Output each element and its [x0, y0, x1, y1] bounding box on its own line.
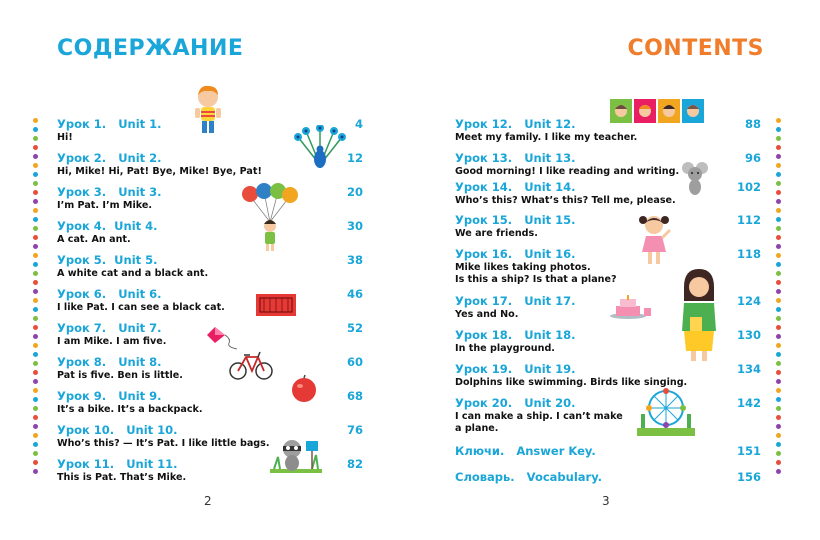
girl-waving-illustration: [634, 212, 674, 268]
toc-entry[interactable]: [455, 444, 761, 462]
decorative-dot: [776, 136, 781, 141]
toc-entry[interactable]: [57, 287, 363, 317]
girl-with-balloons-illustration: [240, 182, 300, 252]
teacher-illustration: [676, 267, 722, 363]
entry-page: 151: [736, 444, 761, 458]
entry-page: 124: [736, 294, 761, 308]
entry-page: 46: [346, 287, 363, 301]
page-title-en: CONTENTS: [627, 36, 764, 61]
entry-title: Словарь. Vocabulary.: [455, 470, 603, 484]
entry-subtitle: Meet my family. I like my teacher.: [455, 132, 638, 143]
entry-subtitle: It’s a bike. It’s a backpack.: [57, 404, 203, 415]
decorative-dots-right: [776, 118, 782, 474]
decorative-dot: [776, 271, 781, 276]
entry-title: Урок 3. Unit 3.: [57, 185, 162, 199]
peacock-illustration: [292, 125, 348, 169]
entry-title: Ключи. Answer Key.: [455, 444, 596, 458]
decorative-dot: [33, 307, 38, 312]
decorative-dot: [33, 298, 38, 303]
decorative-dot: [776, 460, 781, 465]
decorative-dot: [776, 199, 781, 204]
entry-subtitle: A white cat and a black ant.: [57, 268, 209, 279]
decorative-dots-left: [33, 118, 39, 474]
entry-subtitle: Hi, Mike! Hi, Pat! Bye, Mike! Bye, Pat!: [57, 166, 262, 177]
entry-subtitle: Who’s this? — It’s Pat. I like little bags.: [57, 438, 270, 449]
toc-entry[interactable]: [57, 185, 363, 215]
decorative-dot: [33, 145, 38, 150]
entry-title: Урок 13. Unit 13.: [455, 151, 576, 165]
toc-entry[interactable]: [455, 470, 761, 488]
decorative-dot: [776, 334, 781, 339]
decorative-dot: [776, 397, 781, 402]
page-number: 3: [602, 494, 610, 508]
entry-subtitle: I am Mike. I am five.: [57, 336, 167, 347]
toc-entry[interactable]: [455, 213, 761, 243]
entry-subtitle: We are friends.: [455, 228, 538, 239]
decorative-dot: [33, 172, 38, 177]
entry-page: 88: [744, 117, 761, 131]
entry-title: Урок 18. Unit 18.: [455, 328, 576, 342]
decorative-dot: [776, 118, 781, 123]
entry-page: 76: [346, 423, 363, 437]
decorative-dot: [33, 199, 38, 204]
entry-title: Урок 5. Unit 5.: [57, 253, 158, 267]
rug-illustration: [254, 292, 298, 318]
decorative-dot: [776, 280, 781, 285]
entry-subtitle: Hi!: [57, 132, 73, 143]
cake-illustration: [608, 294, 654, 320]
entry-title: Урок 16. Unit 16.: [455, 247, 576, 261]
decorative-dot: [33, 379, 38, 384]
decorative-dot: [776, 388, 781, 393]
decorative-dot: [33, 289, 38, 294]
decorative-dot: [33, 343, 38, 348]
decorative-dot: [33, 163, 38, 168]
decorative-dot: [776, 352, 781, 357]
decorative-dot: [776, 442, 781, 447]
decorative-dot: [33, 262, 38, 267]
decorative-dot: [776, 172, 781, 177]
decorative-dot: [776, 370, 781, 375]
decorative-dot: [33, 451, 38, 456]
decorative-dot: [776, 379, 781, 384]
entry-page: 130: [736, 328, 761, 342]
decorative-dot: [776, 289, 781, 294]
decorative-dot: [33, 469, 38, 474]
entry-page: 52: [346, 321, 363, 335]
decorative-dot: [33, 190, 38, 195]
decorative-dot: [33, 397, 38, 402]
decorative-dot: [776, 433, 781, 438]
decorative-dot: [33, 154, 38, 159]
entry-subtitle: I can make a ship. I can’t make: [455, 411, 623, 422]
entry-title: Урок 17. Unit 17.: [455, 294, 576, 308]
decorative-dot: [33, 253, 38, 258]
decorative-dot: [33, 424, 38, 429]
decorative-dot: [33, 433, 38, 438]
decorative-dot: [33, 136, 38, 141]
decorative-dot: [776, 262, 781, 267]
entry-title: Урок 12. Unit 12.: [455, 117, 576, 131]
entry-page: 38: [346, 253, 363, 267]
raccoon-illustration: [268, 435, 324, 475]
decorative-dot: [776, 361, 781, 366]
decorative-dot: [33, 235, 38, 240]
entry-title: Урок 6. Unit 6.: [57, 287, 162, 301]
entry-title: Урок 7. Unit 7.: [57, 321, 162, 335]
entry-page: 60: [346, 355, 363, 369]
entry-page: 4: [354, 117, 363, 131]
entry-page: 118: [736, 247, 761, 261]
ferris-wheel-illustration: [635, 388, 697, 438]
decorative-dot: [776, 325, 781, 330]
decorative-dot: [776, 145, 781, 150]
entry-subtitle: I like Pat. I can see a black cat.: [57, 302, 225, 313]
decorative-dot: [33, 361, 38, 366]
entry-title: Урок 4. Unit 4.: [57, 219, 158, 233]
entry-subtitle: A cat. An ant.: [57, 234, 131, 245]
decorative-dot: [776, 217, 781, 222]
entry-subtitle: Who’s this? What’s this? Tell me, please.: [455, 195, 676, 206]
entry-page: 30: [346, 219, 363, 233]
decorative-dot: [33, 271, 38, 276]
decorative-dot: [776, 343, 781, 348]
toc-entry[interactable]: [455, 151, 761, 181]
decorative-dot: [776, 307, 781, 312]
decorative-dot: [776, 451, 781, 456]
decorative-dot: [33, 244, 38, 249]
decorative-dot: [33, 280, 38, 285]
entry-title: Урок 15. Unit 15.: [455, 213, 576, 227]
entry-title: Урок 2. Unit 2.: [57, 151, 162, 165]
decorative-dot: [776, 244, 781, 249]
decorative-dot: [33, 388, 38, 393]
family-photos-illustration: [608, 97, 708, 125]
entry-page: 156: [736, 470, 761, 484]
decorative-dot: [33, 181, 38, 186]
decorative-dot: [776, 316, 781, 321]
entry-title: Урок 19. Unit 19.: [455, 362, 576, 376]
entry-title: Урок 11. Unit 11.: [57, 457, 178, 471]
decorative-dot: [776, 253, 781, 258]
entry-page: 12: [346, 151, 363, 165]
entry-title: Урок 9. Unit 9.: [57, 389, 162, 403]
decorative-dot: [33, 127, 38, 132]
decorative-dot: [33, 118, 38, 123]
entry-subtitle: I’m Pat. I’m Mike.: [57, 200, 153, 211]
entry-page: 82: [346, 457, 363, 471]
entry-subtitle: Pat is five. Ben is little.: [57, 370, 183, 381]
decorative-dot: [776, 226, 781, 231]
entry-subtitle: In the playground.: [455, 343, 555, 354]
toc-entry[interactable]: [57, 253, 363, 283]
entry-page: 102: [736, 180, 761, 194]
decorative-dot: [33, 217, 38, 222]
decorative-dot: [776, 469, 781, 474]
entry-subtitle: Mike likes taking photos.: [455, 262, 591, 273]
entry-subtitle: Is this a ship? Is that a plane?: [455, 274, 617, 285]
decorative-dot: [776, 181, 781, 186]
decorative-dot: [33, 325, 38, 330]
entry-page: 142: [736, 396, 761, 410]
entry-title: Урок 20. Unit 20.: [455, 396, 576, 410]
toc-entry[interactable]: [455, 396, 761, 438]
decorative-dot: [776, 208, 781, 213]
decorative-dot: [776, 424, 781, 429]
apple-illustration: [288, 374, 320, 404]
boy-illustration: [188, 83, 228, 137]
decorative-dot: [33, 442, 38, 447]
decorative-dot: [776, 190, 781, 195]
entry-subtitle: Dolphins like swimming. Birds like singing.: [455, 377, 688, 388]
decorative-dot: [776, 298, 781, 303]
toc-entry[interactable]: [455, 362, 761, 392]
decorative-dot: [33, 460, 38, 465]
entry-page: 134: [736, 362, 761, 376]
decorative-dot: [33, 316, 38, 321]
toc-entry[interactable]: [455, 180, 761, 210]
decorative-dot: [33, 226, 38, 231]
decorative-dot: [33, 352, 38, 357]
decorative-dot: [33, 334, 38, 339]
entry-title: Урок 1. Unit 1.: [57, 117, 162, 131]
mouse-illustration: [680, 160, 710, 196]
decorative-dot: [33, 415, 38, 420]
toc-entry[interactable]: [57, 219, 363, 249]
entry-page: 68: [346, 389, 363, 403]
page-number: 2: [204, 494, 212, 508]
bicycle-illustration: [228, 347, 274, 381]
decorative-dot: [776, 163, 781, 168]
decorative-dot: [33, 208, 38, 213]
decorative-dot: [776, 415, 781, 420]
decorative-dot: [776, 127, 781, 132]
entry-page: 112: [736, 213, 761, 227]
decorative-dot: [33, 370, 38, 375]
entry-title: Урок 14. Unit 14.: [455, 180, 576, 194]
entry-page: 20: [346, 185, 363, 199]
decorative-dot: [776, 154, 781, 159]
entry-page: 96: [744, 151, 761, 165]
decorative-dot: [33, 406, 38, 411]
entry-title: Урок 10. Unit 10.: [57, 423, 178, 437]
page-title-ru: СОДЕРЖАНИЕ: [57, 36, 244, 61]
decorative-dot: [776, 406, 781, 411]
entry-title: Урок 8. Unit 8.: [57, 355, 162, 369]
entry-subtitle: This is Pat. That’s Mike.: [57, 472, 187, 483]
decorative-dot: [776, 235, 781, 240]
entry-subtitle: a plane.: [455, 423, 499, 434]
entry-subtitle: Good morning! I like reading and writing.: [455, 166, 680, 177]
entry-subtitle: Yes and No.: [455, 309, 519, 320]
